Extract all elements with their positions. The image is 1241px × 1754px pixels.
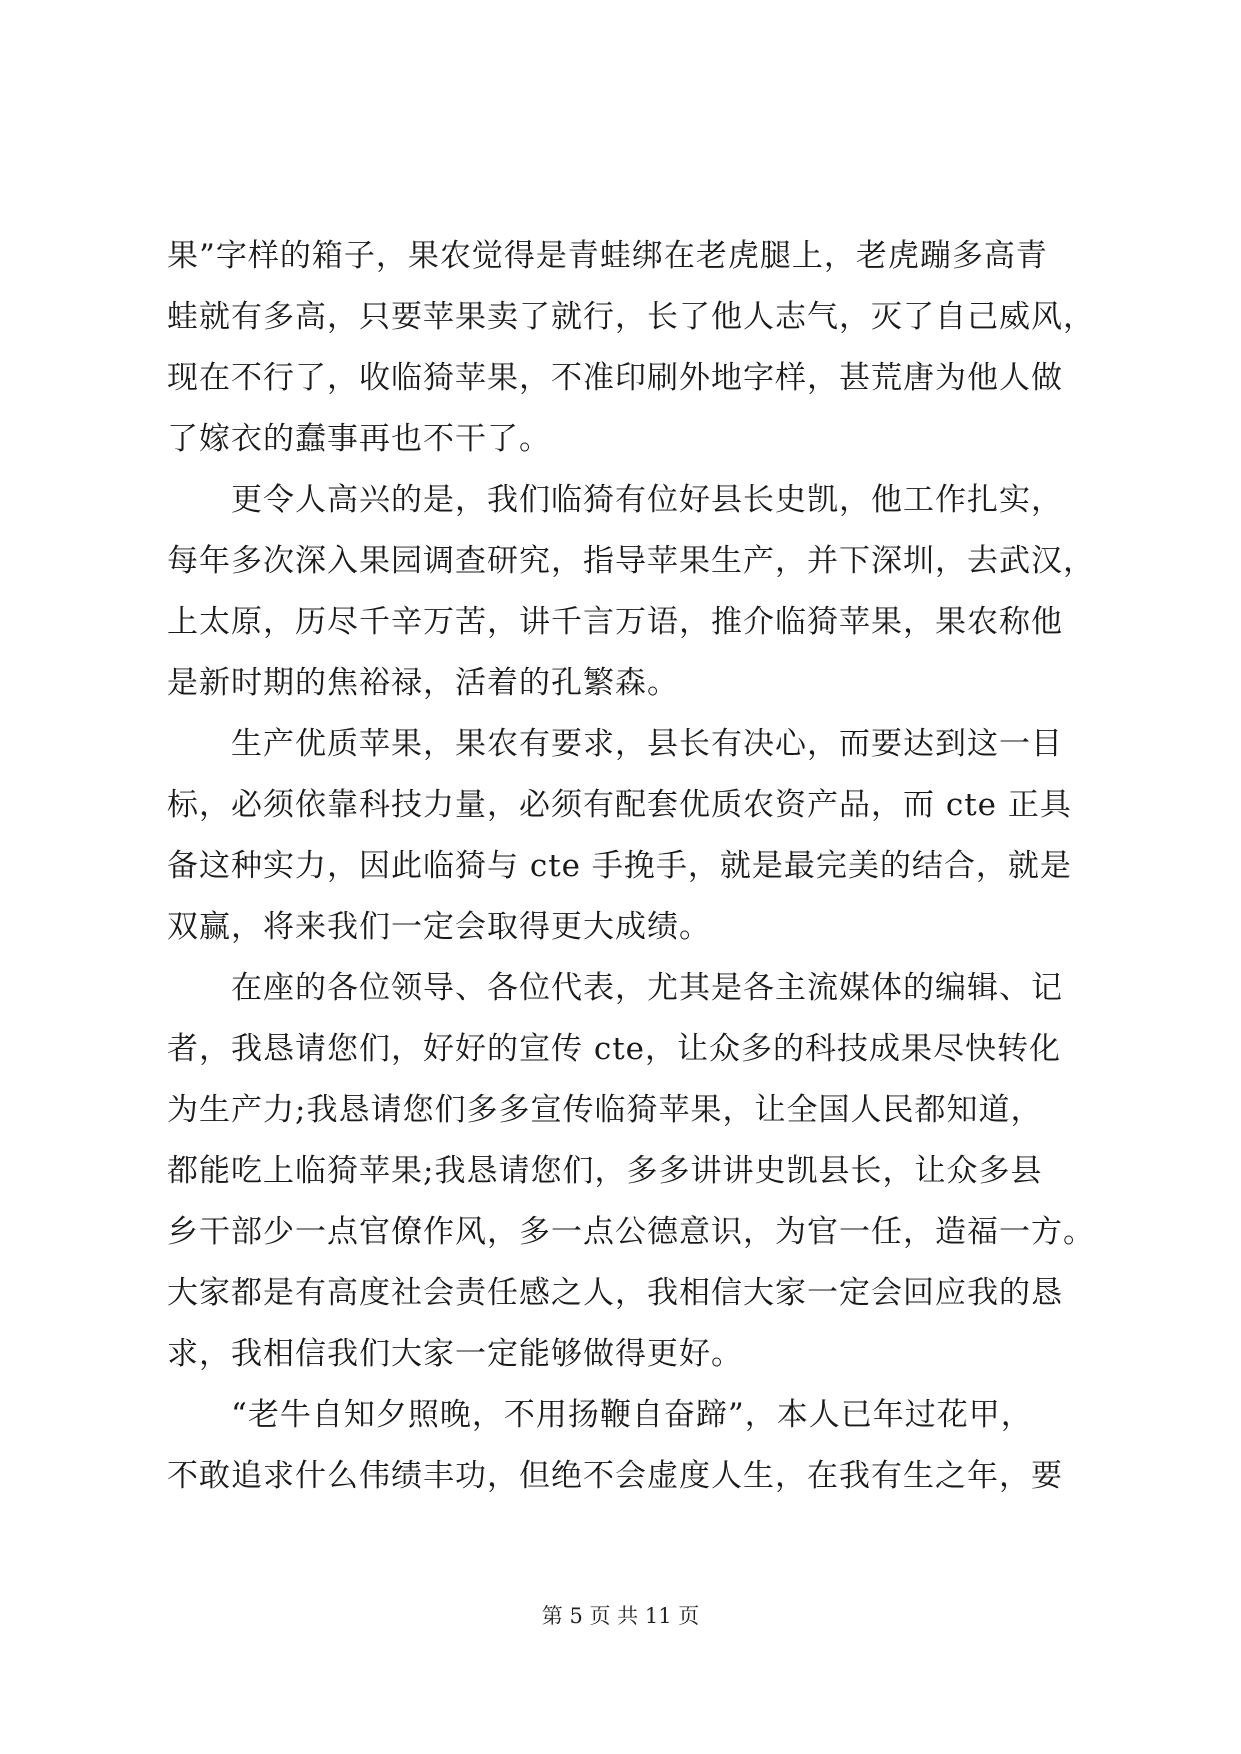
text-line: 蛙就有多高，只要苹果卖了就行，长了他人志气，灭了自己威风， — [167, 299, 1095, 335]
text-line: 双赢，将来我们一定会取得更大成绩。 — [167, 909, 711, 945]
body-text — [167, 226, 1097, 1507]
text-line: 果”字样的箱子，果农觉得是青蛙绑在老虎腿上，老虎蹦多高青 — [167, 238, 1048, 274]
text-line: 求，我相信我们大家一定能够做得更好。 — [167, 1336, 743, 1372]
paragraph-first-line: 在座的各位领导、各位代表，尤其是各主流媒体的编辑、记 — [231, 970, 1063, 1006]
text-line: 每年多次深入果园调查研究，指导苹果生产，并下深圳，去武汉， — [167, 543, 1095, 579]
text-line: 者，我恳请您们，好好的宣传 cte，让众多的科技成果尽快转化 — [167, 1031, 1062, 1067]
text-line: 不敢追求什么伟绩丰功，但绝不会虚度人生，在我有生之年，要 — [167, 1458, 1063, 1494]
page-footer: 第 5 页 共 11 页 — [541, 1604, 700, 1628]
text-line: 乡干部少一点官僚作风，多一点公德意识，为官一任，造福一方。 — [167, 1214, 1095, 1250]
text-line: 现在不行了，收临猗苹果，不准印刷外地字样，甚荒唐为他人做 — [167, 360, 1063, 396]
text-line: 标，必须依靠科技力量，必须有配套优质农资产品，而 cte 正具 — [167, 787, 1072, 823]
paragraph-first-line: 生产优质苹果，果农有要求，县长有决心，而要达到这一目 — [231, 726, 1063, 762]
text-line: 了嫁衣的蠢事再也不干了。 — [167, 421, 551, 457]
text-line: 是新时期的焦裕禄，活着的孔繁森。 — [167, 665, 679, 701]
paragraph-first-line: “老牛自知夕照晚，不用扬鞭自奋蹄”，本人已年过花甲， — [231, 1397, 1033, 1433]
text-line: 上太原，历尽千辛万苦，讲千言万语，推介临猗苹果，果农称他 — [167, 604, 1063, 640]
text-line: 为生产力;我恳请您们多多宣传临猗苹果，让全国人民都知道， — [167, 1092, 1043, 1128]
text-line: 备这种实力，因此临猗与 cte 手挽手，就是最完美的结合，就是 — [167, 848, 1072, 884]
text-line: 都能吃上临猗苹果;我恳请您们，多多讲讲史凯县长，让众多县 — [167, 1153, 1043, 1189]
text-line: 大家都是有高度社会责任感之人，我相信大家一定会回应我的恳 — [167, 1275, 1063, 1311]
paragraph-first-line: 更令人高兴的是，我们临猗有位好县长史凯，他工作扎实， — [231, 482, 1063, 518]
